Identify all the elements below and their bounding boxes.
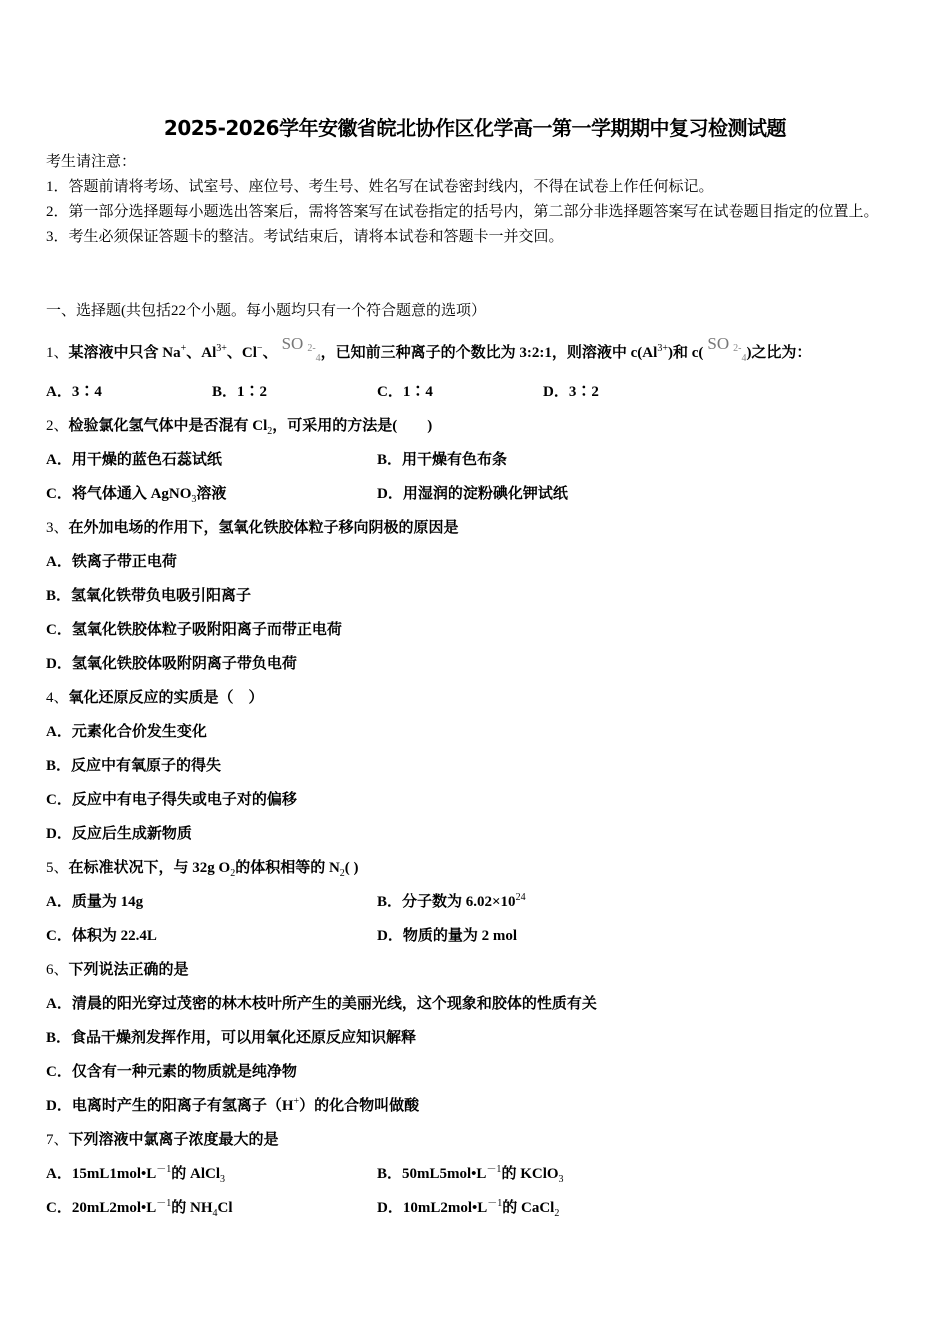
text-segment: 的体积相等的 N <box>235 860 340 876</box>
option-line <box>46 651 916 685</box>
text-segment: 2- <box>733 343 742 354</box>
text-segment: + <box>293 1096 300 1107</box>
text-segment: C．氢氧化铁胶体粒子吸附阳离子而带正电荷 <box>46 622 342 638</box>
text-segment: 的 NH <box>171 1200 213 1216</box>
option <box>377 379 433 405</box>
option <box>377 481 568 507</box>
text-segment: C．1∶4 <box>377 384 433 400</box>
option <box>46 481 226 507</box>
option-row <box>46 1161 916 1195</box>
text-segment: C．仅含有一种元素的物质就是纯净物 <box>46 1064 297 1080</box>
text-segment: D．3∶2 <box>543 384 599 400</box>
text-segment: Cl <box>217 1200 233 1216</box>
text-segment: 3 <box>220 1174 226 1185</box>
option <box>46 1195 233 1221</box>
notice-heading: 考生请注意： <box>46 154 137 170</box>
text-segment: －1 <box>156 1164 172 1175</box>
option-line <box>46 1025 916 1059</box>
text-segment: －1 <box>156 1198 172 1209</box>
text-segment: 24 <box>515 892 526 903</box>
option <box>377 889 526 915</box>
text-segment: B．1∶2 <box>212 384 268 400</box>
text-segment: 3+ <box>657 343 668 354</box>
question-stem <box>46 515 916 549</box>
text-segment: ，可采用的方法是( ) <box>272 418 433 434</box>
text-segment: C．20mL2mol•L <box>46 1200 157 1216</box>
text-segment: B．分子数为 6.02×10 <box>377 894 516 910</box>
question-stem <box>46 957 916 991</box>
option <box>46 379 102 405</box>
text-segment: A．清晨的阳光穿过茂密的林木枝叶所产生的美丽光线，这个现象和胶体的性质有关 <box>46 996 597 1012</box>
text-segment: 的 CaCl <box>502 1200 555 1216</box>
notice-item: 2．第一部分选择题每小题选出答案后，需将答案写在试卷指定的括号内，第二部分非选择题答案写在试卷题目指定的位置上。 <box>46 204 879 220</box>
option-line <box>46 549 916 583</box>
text-segment: D．10mL2mol•L <box>377 1200 488 1216</box>
notice-item: 3．考生必须保证答题卡的整洁。考试结束后，请将本试卷和答题卡一并交回。 <box>46 229 564 245</box>
text-segment: 4 <box>741 353 747 364</box>
text-segment: A．15mL1mol•L <box>46 1166 157 1182</box>
option-row <box>46 889 916 923</box>
text-segment: C．反应中有电子得失或电子对的偏移 <box>46 792 297 808</box>
text-segment: 4 <box>212 1208 218 1219</box>
notice-block <box>46 150 906 250</box>
text-segment: B．反应中有氧原子的得失 <box>46 758 222 774</box>
question-number: 3、 <box>46 520 69 536</box>
question-list <box>46 298 916 1229</box>
text-segment: 检验氯化氢气体中是否混有 Cl <box>68 418 268 434</box>
option <box>46 923 157 949</box>
question-number: 1、 <box>46 345 69 361</box>
option-line <box>46 1093 916 1127</box>
option <box>46 889 143 915</box>
question-stem <box>46 685 916 719</box>
text-segment: 3+ <box>216 343 227 354</box>
question-number: 7、 <box>46 1132 69 1148</box>
option-row <box>46 447 916 481</box>
section-heading: 一、选择题(共包括22个小题。每小题均只有一个符合题意的选项） <box>46 303 486 319</box>
option <box>377 1161 564 1187</box>
text-segment: 在标准状况下，与 32g O <box>68 860 231 876</box>
option-row <box>46 1195 916 1229</box>
sulfate-formula: SO <box>281 334 304 353</box>
question-number: 6、 <box>46 962 69 978</box>
text-segment: − <box>256 343 263 354</box>
text-segment: A．铁离子带正电荷 <box>46 554 177 570</box>
option <box>46 447 222 473</box>
option <box>377 923 517 949</box>
text-segment: 3 <box>558 1174 564 1185</box>
text-segment: 2 <box>267 426 273 437</box>
text-segment: + <box>180 343 187 354</box>
option-line <box>46 753 916 787</box>
text-segment: A．3∶4 <box>46 384 102 400</box>
option-line <box>46 1059 916 1093</box>
text-segment: ）的化合物叫做酸 <box>299 1098 420 1114</box>
text-segment: D．物质的量为 2 mol <box>377 928 517 944</box>
text-segment: C．将气体通入 AgNO <box>46 486 192 502</box>
text-segment: 下列溶液中氯离子浓度最大的是 <box>68 1132 279 1148</box>
text-segment: B．食品干燥剂发挥作用，可以用氧化还原反应知识解释 <box>46 1030 417 1046</box>
text-segment: B．氢氧化铁带负电吸引阳离子 <box>46 588 252 604</box>
text-segment: A．元素化合价发生变化 <box>46 724 207 740</box>
option <box>377 447 507 473</box>
text-segment: －1 <box>486 1164 502 1175</box>
option-row <box>46 923 916 957</box>
option <box>46 1161 225 1187</box>
question-number: 5、 <box>46 860 69 876</box>
text-segment: 3 <box>191 494 197 505</box>
text-segment: 下列说法正确的是 <box>68 962 189 978</box>
option-line <box>46 583 916 617</box>
option-line <box>46 991 916 1025</box>
text-segment: 、Cl <box>226 345 257 361</box>
text-segment: 氧化还原反应的实质是（ ） <box>68 690 264 706</box>
text-segment: D．电离时产生的阳离子有氢离子（H <box>46 1098 294 1114</box>
text-segment: ，已知前三种离子的个数比为 3:2:1，则溶液中 c(Al <box>320 345 658 361</box>
text-segment: 2 <box>230 868 236 879</box>
question-stem <box>46 1127 916 1161</box>
text-segment: 某溶液中只含 Na <box>68 345 181 361</box>
text-segment: D．用湿润的淀粉碘化钾试纸 <box>377 486 568 502</box>
text-segment: 4 <box>315 353 321 364</box>
text-segment: B．用干燥有色布条 <box>377 452 508 468</box>
option-line <box>46 719 916 753</box>
text-segment: D．反应后生成新物质 <box>46 826 192 842</box>
question-number: 2、 <box>46 418 69 434</box>
text-segment: 的 KClO <box>501 1166 559 1182</box>
text-segment: 、 <box>262 345 278 361</box>
sulfate-formula: SO <box>707 334 730 353</box>
text-segment: C．体积为 22.4L <box>46 928 157 944</box>
question-stem <box>46 332 916 379</box>
text-segment: 2 <box>554 1208 560 1219</box>
text-segment: 2 <box>339 868 345 879</box>
text-segment: )之比为： <box>746 345 812 361</box>
text-segment: －1 <box>487 1198 503 1209</box>
option-line <box>46 787 916 821</box>
option <box>212 379 267 405</box>
option-row <box>46 481 916 515</box>
option <box>543 379 599 405</box>
text-segment: A．用干燥的蓝色石蕊试纸 <box>46 452 222 468</box>
notice-item: 1．答题前请将考场、试室号、座位号、考生号、姓名写在试卷密封线内，不得在试卷上作任何标记。 <box>46 179 714 195</box>
text-segment: 在外加电场的作用下，氢氧化铁胶体粒子移向阴极的原因是 <box>68 520 459 536</box>
question-number: 4、 <box>46 690 69 706</box>
text-segment: 溶液 <box>196 486 227 502</box>
page-title: 2025-2026学年安徽省皖北协作区化学高一第一学期期中复习检测试题 <box>163 116 787 140</box>
question-stem <box>46 855 916 889</box>
option-line <box>46 821 916 855</box>
text-segment: 的 AlCl <box>171 1166 221 1182</box>
text-segment: 2- <box>307 343 316 354</box>
text-segment: A．质量为 14g <box>46 894 144 910</box>
text-segment: B．50mL5mol•L <box>377 1166 487 1182</box>
question-stem <box>46 413 916 447</box>
option-row <box>46 379 916 413</box>
option <box>377 1195 559 1221</box>
text-segment: )和 c( <box>667 345 704 361</box>
option-line <box>46 617 916 651</box>
text-segment: 、Al <box>186 345 217 361</box>
text-segment: ( ) <box>344 860 359 876</box>
text-segment: D．氢氧化铁胶体吸附阴离子带负电荷 <box>46 656 297 672</box>
